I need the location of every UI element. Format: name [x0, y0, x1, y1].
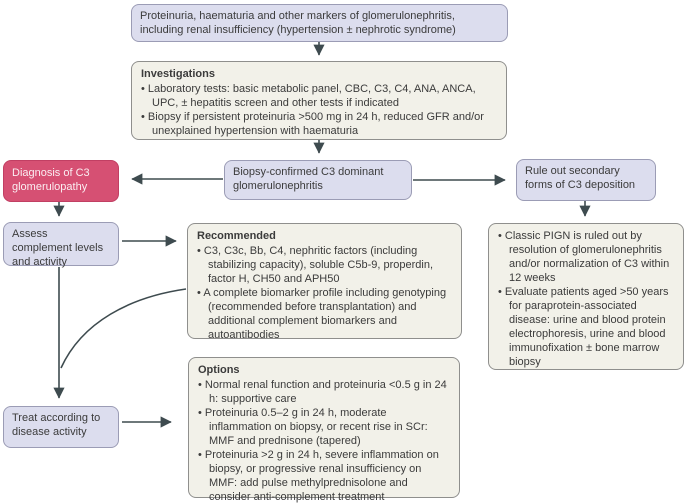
- bullet-item: • Normal renal function and proteinuria <0.5 g in 24 h: supportive care: [198, 379, 450, 407]
- treat-box: [3, 406, 119, 448]
- curve-recommended-to-treat: [61, 289, 186, 368]
- rule-out-box: [516, 159, 656, 201]
- diagnosis-text: Diagnosis of C3 glomerulopathy: [12, 167, 90, 193]
- assess-complement-text: Assess complement levels and activity: [12, 228, 104, 268]
- bullet-item: • Laboratory tests: basic metabolic panel, CBC, C3, C4, ANA, ANCA, UPC, ± hepatitis screen and other tests if indicated: [141, 83, 497, 111]
- bullet-item: • A complete biomarker profile including genotyping (recommended before transplantation) and additional complement biomarkers and autoantibodies: [197, 287, 452, 343]
- bullet-item: • Classic PIGN is ruled out by resolution of glomerulonephritis and/or normalization of C3 within 12 weeks: [498, 230, 674, 286]
- pign-box: [488, 223, 684, 370]
- bullet-item: • Biopsy if persistent proteinuria >500 mg in 24 h, reduced GFR and/or unexplained hypertension with haematuria: [141, 111, 497, 139]
- options-box: [188, 357, 460, 503]
- recommended-title: Recommended: [197, 230, 276, 242]
- treat-text: Treat according to disease activity: [12, 412, 101, 438]
- bullet-item: • C3, C3c, Bb, C4, nephritic factors (including stabilizing capacity), soluble C5b-9, properdin, factor H, CH50 and APH50: [197, 245, 452, 287]
- investigations-title: Investigations: [141, 68, 215, 80]
- investigations-list: [141, 83, 497, 139]
- bullet-item: • Evaluate patients aged >50 years for paraprotein-associated disease: urine and blood protein electrophoresis, urine and blood immunofixation ± bone marrow biopsy: [498, 286, 674, 370]
- bullet-item: • Proteinuria >2 g in 24 h, severe inflammation on biopsy, or progressive renal insufficiency on MMF: add pulse methylprednisolone and consider anti-complement treatment: [198, 449, 450, 504]
- recommended-list: [197, 245, 452, 343]
- diagnosis-box: [3, 160, 119, 202]
- entry-criteria-text: Proteinuria, haematuria and other markers of glomerulonephritis, including renal insufficiency (hypertension ± nephrotic syndrome): [140, 10, 456, 36]
- biopsy-confirmed-box: [224, 160, 412, 200]
- options-list: [198, 379, 450, 504]
- biopsy-confirmed-text: Biopsy-confirmed C3 dominant glomerulonephritis: [233, 166, 384, 192]
- recommended-box: [187, 223, 462, 339]
- assess-complement-box: [3, 222, 119, 266]
- entry-criteria-box: [131, 4, 508, 42]
- investigations-box: [131, 61, 507, 140]
- bullet-item: • Proteinuria 0.5–2 g in 24 h, moderate inflammation on biopsy, or recent rise in SCr: MMF and prednisone (tapered): [198, 407, 450, 449]
- options-title: Options: [198, 364, 240, 376]
- rule-out-text: Rule out secondary forms of C3 deposition: [525, 165, 636, 191]
- pign-list: [498, 230, 674, 370]
